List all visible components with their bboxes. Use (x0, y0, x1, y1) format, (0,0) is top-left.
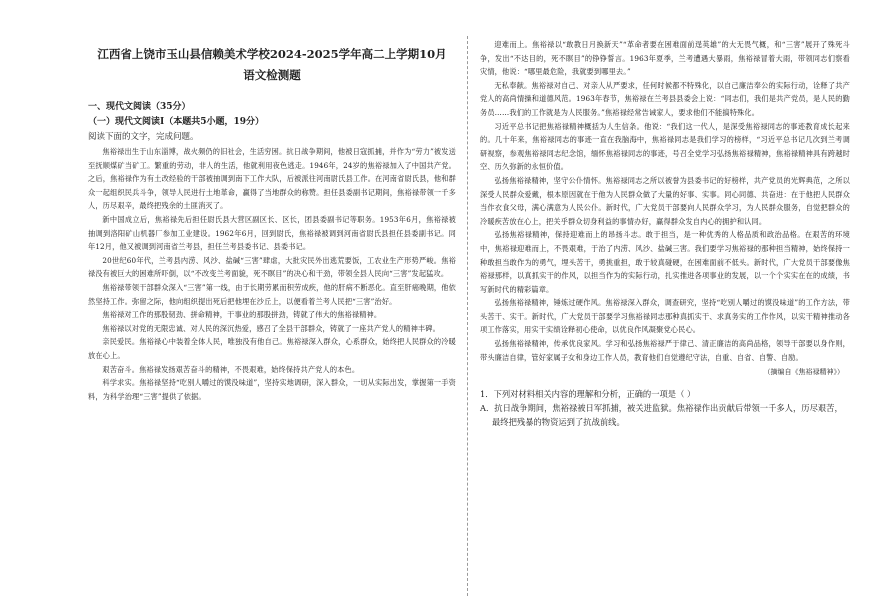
paragraph: 焦裕禄出生于山东淄博，战火频仍的旧社会，生活穷困。抗日战争期间，他被日寇抓捕，并作为“劳力”被发送至抚顺煤矿当矿工。繁重的劳动，非人的生活，他就利用夜色逃走。1946年，24岁的焦裕禄加入了中国共产党。之后，焦裕禄作为有土改经验的干部被抽调到南下工作大队，后被派往河南尉氏县工作。在河南省尉氏县，他和群众一起组织民兵斗争，领导人民进行土地革命，赢得了当地群众的称赞。担任县委副书记期间，焦裕禄带领一千多人，历尽艰辛，最终把残余的土匪消灭了。 (88, 147, 456, 211)
document-subtitle: 语文检测题 (243, 68, 301, 82)
right-column (480, 38, 850, 429)
document-title: 江西省上饶市玉山县信赖美术学校2024-2025学年高二上学期10月 (97, 47, 447, 61)
paragraph: 20世纪60年代，兰考县内涝、风沙、盐碱“三害”肆虐，大批灾民外出逃荒要饭，工农业生产形势严峻。焦裕禄没有被巨大的困难所吓倒，以“不改变兰考面貌，死不瞑目”的决心和干劲，带领全县人民向“三害”发起猛攻。 (88, 255, 456, 279)
paragraph: 焦裕禄以对党的无限忠诚、对人民的深沉热爱，感召了全县干部群众，铸就了一座共产党人的精神丰碑。 (102, 323, 440, 333)
section-heading: 一、现代文阅读（35分） (88, 102, 191, 112)
option-a: A．抗日战争期间，焦裕禄被日军抓捕，被关进监狱。焦裕禄作出贡献后带领一千多人，历尽艰苦，最终把残暴的物资运到了抗战前线。 (480, 403, 843, 428)
paragraph: 新中国成立后，焦裕禄先后担任尉氏县大营区副区长、区长，团县委副书记等职务。1953年6月，焦裕禄被抽调到洛阳矿山机器厂参加工业建设。1962年6月，回到尉氏，焦裕禄被调到河南省尉氏县担任县委副书记。同年12月，他又被调到河南省兰考县，担任兰考县委书记、县委书记。 (88, 214, 456, 252)
paragraph: 弘扬焦裕禄精神，锤炼过硬作风。焦裕禄深入群众，调查研究，坚持“吃别人嚼过的馍没味道”的工作方法，带头苦干、实干。新时代，广大党员干部要学习焦裕禄同志那种真抓实干、求真务实的工作作风，以实干精神推动各项工作落实，用实干实绩诠释初心使命，以优良作风凝聚党心民心。 (480, 298, 850, 335)
paragraph: 弘扬焦裕禄精神，传承优良家风。学习和弘扬焦裕禄严于律己、清正廉洁的高尚品格，领导干部要以身作则，带头廉洁自律，管好家属子女和身边工作人员，教育他们自觉遵纪守法，自重、自省、自警、自励。 (480, 339, 850, 362)
subsection-heading: （一）现代文阅读Ⅰ（本题共5小题，19分） (88, 117, 264, 127)
paragraph: 弘扬焦裕禄精神，坚守公仆情怀。焦裕禄同志之所以被誉为县委书记的好榜样，共产党员的光辉典范，之所以深受人民群众爱戴，根本原因就在于他为人民群众做了大量的好事、实事。同心同德、共奋进：在于他把人民群众当作衣食父母，满心满意为人民公仆。新时代，广大党员干部要向人民群众学习，为人民群众服务，自觉把群众的冷暖疾苦放在心上，把关乎群众切身利益的事情办好，赢得群众发自内心的拥护和认同。 (480, 175, 850, 226)
paragraph: 焦裕禄带领干部群众深入“三害”第一线，由于长期劳累而积劳成疾，他的肝病不断恶化。直至肝癌晚期，他依然坚持工作。弥留之际，他向组织提出死后把他埋在沙丘上，以便看着兰考人民把“三害”治好。 (88, 282, 456, 306)
paragraph: 艰苦奋斗。焦裕禄发扬艰苦奋斗的精神，不畏艰难，始终保持共产党人的本色。 (102, 364, 360, 374)
paragraph: 习近平总书记把焦裕禄精神概括为人生信条。他说：“我们这一代人，是深受焦裕禄同志的事迹教育成长起来的。几十年来，焦裕禄同志的事迹一直在我脑海中，焦裕禄同志是我们学习的榜样，“习近平总书记几次到兰考调研视察，参观焦裕禄同志纪念馆，缅怀焦裕禄同志的事迹，号召全党学习弘扬焦裕禄精神，焦裕禄精神具有跨越时空、历久弥新的永恒价值。 (480, 121, 850, 172)
left-column (88, 38, 456, 403)
paragraph: 迎难而上。焦裕禄以“敢教日月换新天”“革命者要在困难面前逞英雄”的大无畏气概，和“三害”展开了殊死斗争，发出“不达目的，死不瞑目”的铮铮誓言。1963年夏季，兰考遭遇大暴雨，焦裕禄冒着大雨，带领同志们察看灾情，他说：“哪里最危险，我就要到哪里去。” (480, 40, 850, 77)
reading-instructions: 阅读下面的文字，完成问题。 (88, 132, 199, 142)
column-divider (467, 36, 468, 596)
paragraph: 无私奉献。焦裕禄对自己、对亲人从严要求，任何时候都不特殊化，以自己廉洁奉公的实际行动，诠释了共产党人的高尚情操和道德风范。1963年春节，焦裕禄在兰考县县委会上说：“同志们，我们是共产党员，是人民的勤务员……我们的工作就是为人民服务。”焦裕禄经常告诫家人，要求他们不能搞特殊化。 (480, 80, 850, 117)
paragraph: 亲民爱民。焦裕禄心中装着全体人民，唯独没有他自己。焦裕禄深入群众，心系群众，始终把人民群众的冷暖放在心上。 (88, 337, 456, 360)
question-1: 1．下列对材料相关内容的理解和分析，正确的一项是（ ） (480, 389, 696, 400)
paragraph: 焦裕禄对工作的那股韧劲、拼命精神，干事业的那股拼劲，铸就了伟大的焦裕禄精神。 (102, 310, 382, 320)
source-note: （摘编自《焦裕禄精神》） (763, 368, 844, 377)
paragraph: 弘扬焦裕禄精神，保持迎难而上的昂扬斗志。敢于担当，是一种优秀的人格品质和政治品格。在艰苦的环境中，焦裕禄迎难而上，不畏艰难，于治了内涝、风沙、盐碱三害。我们要学习焦裕禄的那种担当精神，始终保持一种敢担当敢作为的勇气，埋头苦干，勇挑重担，敢于较真碰硬，在困难面前不低头。新时代，广大党员干部要像焦裕禄那样，以真抓实干的作风，以担当作为的实际行动，扎实推进各项事业的发展，以一个个实实在在的成绩，书写新时代的精彩篇章。 (480, 230, 850, 294)
paragraph: 科学求实。焦裕禄坚持“吃别人嚼过的馍没味道”，坚持实地调研，深入群众，一切从实际出发，掌握第一手资料，为科学治理“三害”提供了依据。 (88, 378, 456, 401)
